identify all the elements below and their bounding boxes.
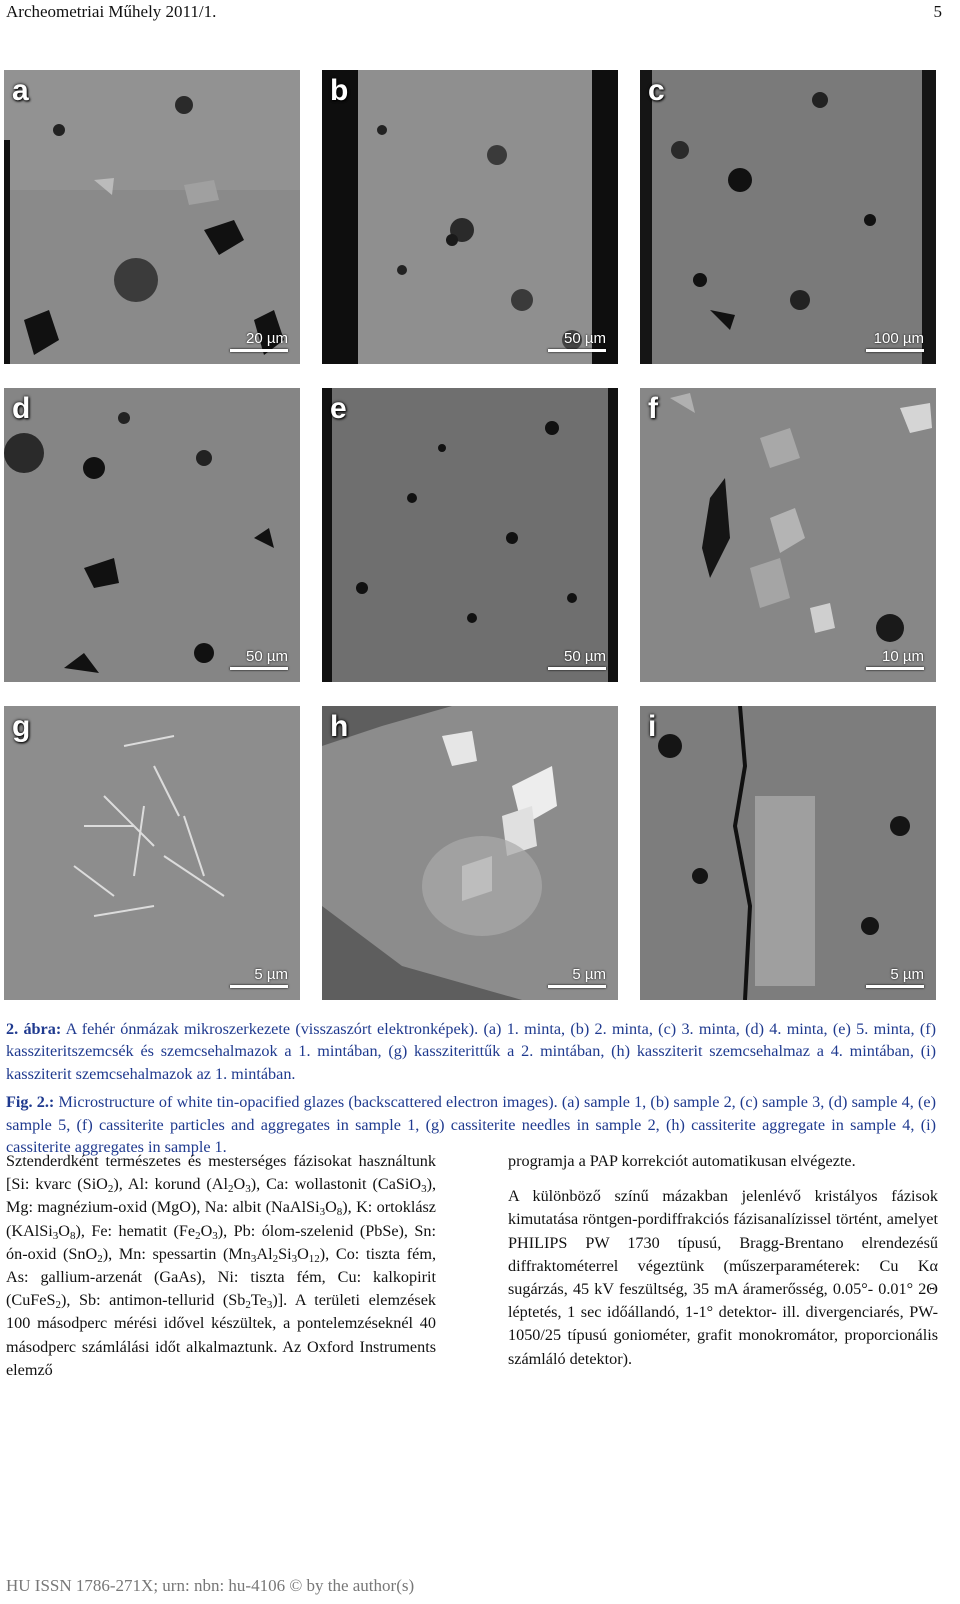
panel-label: f — [648, 392, 658, 425]
body-paragraph: programja a PAP korrekciót automatikusan elvégezte. — [508, 1152, 856, 1170]
figure-panel-i — [640, 706, 936, 1000]
panel-label: b — [330, 74, 349, 107]
scale-bar: 50 µm — [548, 648, 606, 670]
body-column-left — [6, 1150, 436, 1394]
scale-bar: 5 µm — [230, 966, 288, 988]
sem-image-g — [4, 706, 300, 1000]
panel-label: g — [12, 710, 31, 743]
caption-text-en: Microstructure of white tin-opacified glazes (backscattered electron images). (a) sample 1, (b) sample 2, (c) sample 3, (d) sample 4, (e) sample 5, (f) cassiterite particles and aggregates in sample 1, (g) cassiterite needles in sample 2, (h) cassiterite aggregate in sample 4, (i) cassiterite aggregates in sample 1. — [6, 1093, 936, 1157]
sem-image-c — [640, 70, 936, 364]
caption-english — [6, 1091, 936, 1158]
caption-label-hu: 2. ábra: — [6, 1020, 62, 1038]
figure-panel-e — [322, 388, 618, 682]
journal-title: Archeometriai Műhely 2011/1. — [6, 2, 217, 21]
scale-bar: 50 µm — [230, 648, 288, 670]
scale-bar: 50 µm — [548, 330, 606, 352]
sem-image-d — [4, 388, 300, 682]
body-paragraph: Sztenderdként természetes és mesterséges fázisokat használtunk [Si: kvarc (SiO$_2$), Al: korund $(Al_2O_3)$, Ca: wollastonit (CaSiO$_3$), Mg: magnézium-oxid (MgO), Na: albit $(NaAlSi_3O_8)$, K: ortoklász $(KAlSi_3O_8)$, Fe: hematit $(Fe_2O_3)$, Pb: ólom-szelenid (PbSe), Sn: ón-oxid (SnO$_2$), Mn: spessartin $(Mn_3Al_2Si_3O_{12})$, Co: tiszta fém, As: gallium-arzenát (GaAs), Ni: tiszta fém, Cu: kalkopirit (CuFeS$_2$), Sb: antimon-tellurid $(Sb_2Te_3)$]. A területi elemzések 100 másodperc mérési idővel készültek, a pontelemzéseknél 40 másodperc számlálási időt alkalmaztunk. Az Oxford Instruments elemző — [6, 1152, 437, 1379]
running-header — [6, 0, 942, 30]
caption-text-hu: A fehér ónmázak mikroszerkezete (visszaszórt elektronképek). (a) 1. minta, (b) 2. minta, (c) 3. minta, (d) 4. minta, (e) 5. minta, (f) kassziteritszemcsék és szemcsehalmazok a 1. mintában, (g) kassziterittűk a 2. mintában, (h) kassziterit szemcsehalmaz a 4. mintában, (i) kassziterit szemcsehalmazok az 1. mintában. — [6, 1020, 936, 1083]
figure-panel-f — [640, 388, 936, 682]
panel-label: h — [330, 710, 349, 743]
figure-panel-a — [4, 70, 300, 364]
page-footer: HU ISSN 1786-271X; urn: nbn: hu-4106 © by the author(s) — [6, 1576, 415, 1595]
scale-bar: 10 µm — [866, 648, 924, 670]
figure-panel-c — [640, 70, 936, 364]
panel-label: e — [330, 392, 347, 425]
sem-image-i — [640, 706, 936, 1000]
sem-image-e — [322, 388, 618, 682]
scale-bar: 100 µm — [866, 330, 924, 352]
panel-label: a — [12, 74, 29, 107]
body-column-right — [508, 1150, 938, 1383]
sem-image-f — [640, 388, 936, 682]
scale-bar: 5 µm — [548, 966, 606, 988]
figure-caption — [6, 1018, 936, 1164]
figure-panel-d — [4, 388, 300, 682]
scale-bar: 5 µm — [866, 966, 924, 988]
sem-image-h — [322, 706, 618, 1000]
page-number: 5 — [933, 2, 942, 21]
sem-image-b — [322, 70, 618, 364]
scale-bar: 20 µm — [230, 330, 288, 352]
caption-label-en: Fig. 2.: — [6, 1093, 55, 1112]
figure-panel-h — [322, 706, 618, 1000]
caption-hungarian — [6, 1018, 936, 1085]
figure-panel-b — [322, 70, 618, 364]
sem-image-a — [4, 70, 300, 364]
panel-label: c — [648, 74, 665, 107]
panel-label: i — [648, 710, 657, 743]
body-paragraph: A különböző színű mázakban jelenlévő kristályos fázisok kimutatása röntgen-pordiffrakciós fázisanalízissel történt, amelyet PHILIPS PW 1730 típusú, Bragg-Brentano elrendezésű diffraktométerrel végeztünk (műszerparaméterek: Cu Kα sugárzás, 45 kV feszültség, 35 mA áramerősség, 0.05°- 0.01° 2Θ léptetés, 1 sec időállandó, 1-1° detektor- ill. divergenciarés, PW-1050/25 típusú goniométer, grafit monokromátor, proporcionális számláló detektor). — [508, 1187, 938, 1368]
figure-panel-g — [4, 706, 300, 1000]
panel-label: d — [12, 392, 31, 425]
